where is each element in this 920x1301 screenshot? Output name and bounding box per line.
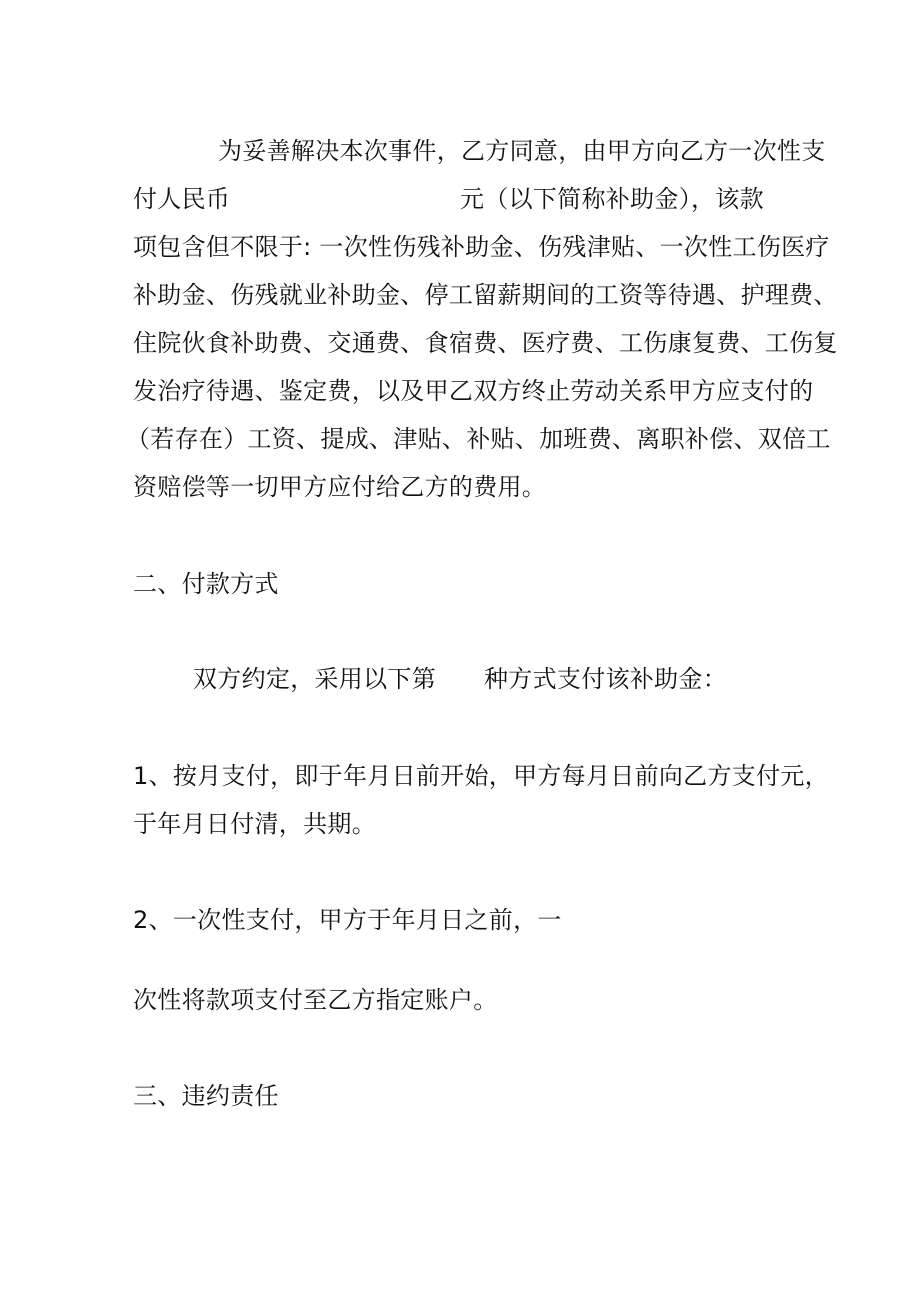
paragraph-line: 种方式支付该补助金：	[484, 665, 727, 693]
paragraph-line: 为妥善解决本次事件，乙方同意，由甲方向乙方一次性支	[218, 137, 826, 165]
paragraph-line: 资赔偿等一切甲方应付给乙方的费用。	[133, 473, 547, 501]
section-heading: 三、违约责任	[133, 1082, 279, 1110]
paragraph-line: （若存在）工资、提成、津贴、补贴、加班费、离职补偿、双倍工	[126, 425, 831, 453]
paragraph-line: 项包含但不限于: 一次性伤残补助金、伤残津贴、一次性工伤医疗	[133, 233, 830, 261]
paragraph-line: 双方约定，采用以下第	[193, 665, 436, 693]
paragraph-line: 付人民币	[133, 185, 231, 213]
paragraph-line: 住院伙食补助费、交通费、食宿费、医疗费、工伤康复费、工伤复	[133, 329, 838, 357]
section-heading: 二、付款方式	[133, 570, 279, 598]
paragraph-line: 元（以下简称补助金），该款	[460, 185, 764, 213]
list-item: 2、一次性支付，甲方于年月日之前，一	[133, 906, 562, 934]
list-item: 次性将款项支付至乙方指定账户。	[133, 986, 498, 1014]
list-item: 1、按月支付，即于年月日前开始，甲方每月日前向乙方支付元，	[133, 762, 829, 790]
list-item: 于年月日付清，共期。	[133, 810, 376, 838]
paragraph-line: 补助金、伤残就业补助金、停工留薪期间的工资等待遇、护理费、	[133, 281, 838, 309]
paragraph-line: 发治疗待遇、鉴定费，以及甲乙双方终止劳动关系甲方应支付的	[133, 377, 814, 405]
